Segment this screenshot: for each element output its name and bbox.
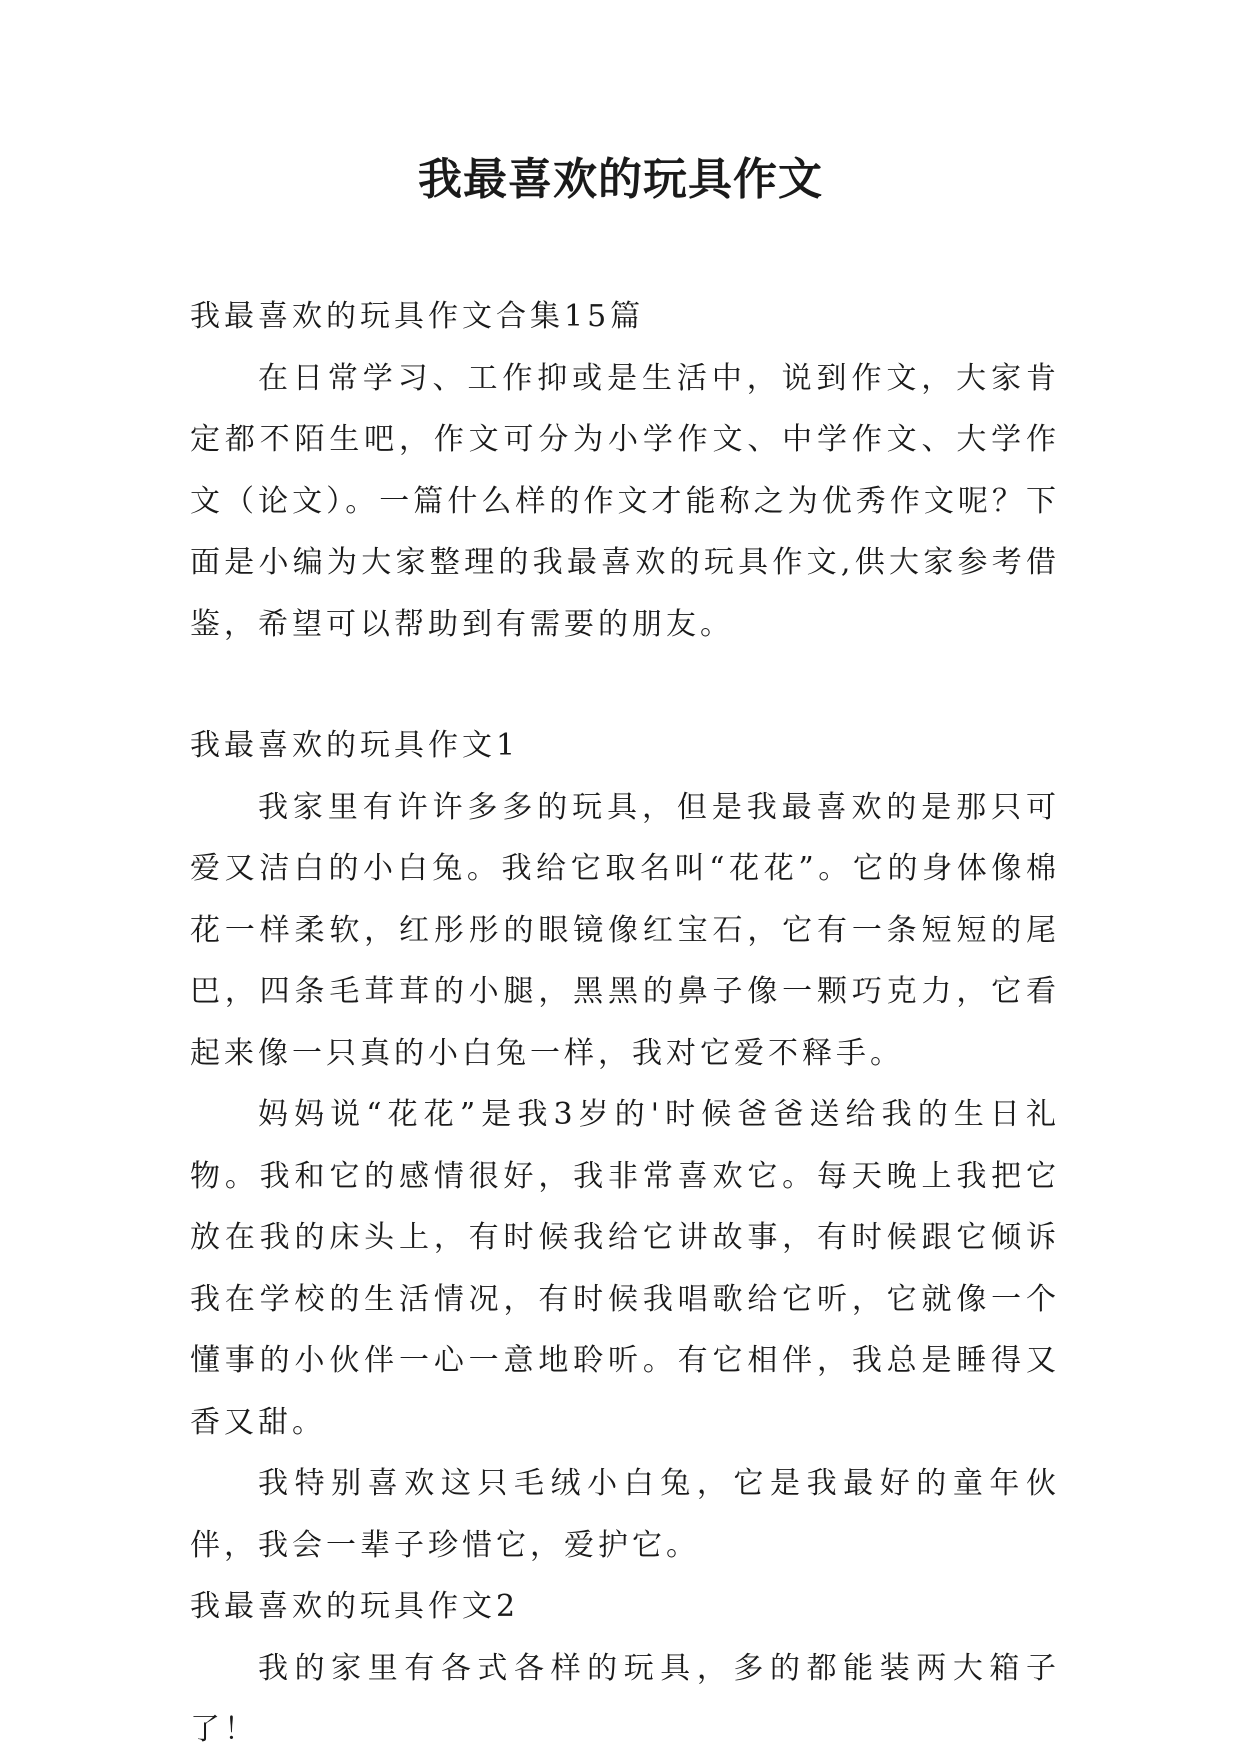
essay-2-heading: 我最喜欢的玩具作文2 [190,1589,520,1624]
essay-1-paragraph-3: 我特别喜欢这只毛绒小白兔，它是我最好的童年伙伴，我会一辈子珍惜它，爱护它。 [190,1466,1060,1563]
essay-1-paragraph-2: 妈妈说“花花”是我3岁的'时候爸爸送给我的生日礼物。我和它的感情很好，我非常喜欢它。每天晚上我把它放在我的床头上，有时候我给它讲故事，有时候跟它倾诉我在学校的生活情况，有时候我唱歌给它听，它就像一个懂事的小伙伴一心一意地聆听。有它相伴，我总是睡得又香又甜。 [190,1097,1060,1440]
essay-1-heading: 我最喜欢的玩具作文1 [190,728,520,763]
essay-1-paragraph-1: 我家里有许许多多的玩具，但是我最喜欢的是那只可爱又洁白的小白兔。我给它取名叫“花花”。它的身体像棉花一样柔软，红彤彤的眼镜像红宝石，它有一条短短的尾巴，四条毛茸茸的小腿，黑黑的鼻子像一颗巧克力，它看起来像一只真的小白兔一样，我对它爱不释手。 [190,789,1060,1071]
section-gap [190,655,1060,715]
essay-2-paragraph-1: 我的家里有各式各样的玩具，多的都能装两大箱子了！ [190,1650,1060,1747]
intro-paragraph: 在日常学习、工作抑或是生活中，说到作文，大家肯定都不陌生吧，作文可分为小学作文、中学作文、大学作文（论文）。一篇什么样的作文才能称之为优秀作文呢？下面是小编为大家整理的我最喜欢的玩具作文,供大家参考借鉴，希望可以帮助到有需要的朋友。 [190,360,1060,642]
collection-heading: 我最喜欢的玩具作文合集15篇 [190,299,645,334]
document-title: 我最喜欢的玩具作文 [418,154,823,205]
document-body [190,286,1060,1761]
